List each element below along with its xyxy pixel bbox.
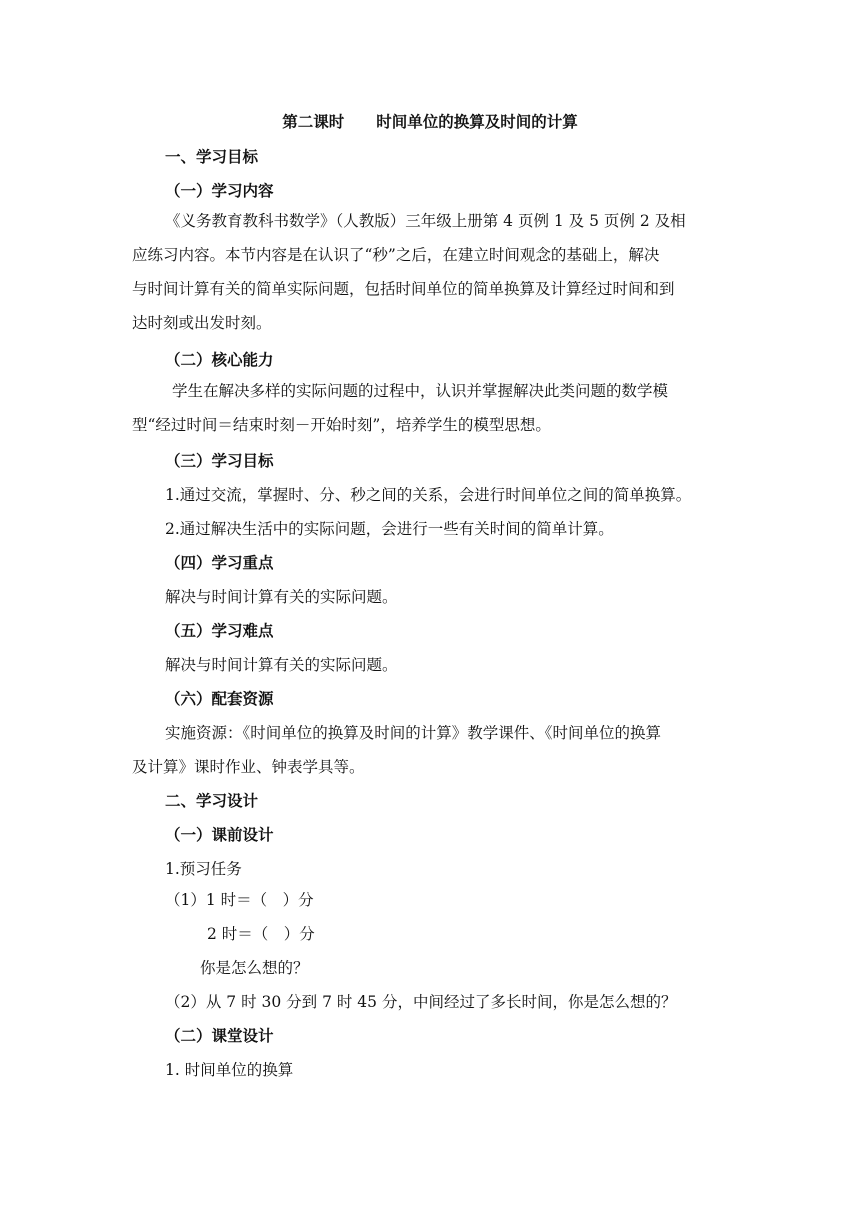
resources-heading: （六）配套资源 bbox=[165, 689, 274, 708]
paragraph-line: 《义务教育教科书数学》（人教版）三年级上册第 4 页例 1 及 5 页例 2 及相 bbox=[165, 212, 686, 230]
pre-class-heading: （一）课前设计 bbox=[165, 825, 274, 844]
paragraph-line: 与时间计算有关的简单实际问题，包括时间单位的简单换算及计算经过时间和到 bbox=[132, 280, 675, 298]
title-lesson-number: 第二课时 bbox=[282, 112, 345, 131]
section-1-heading: 一、学习目标 bbox=[165, 147, 259, 166]
paragraph-line: 型“经过时间＝结束时刻－开始时刻”，培养学生的模型思想。 bbox=[132, 416, 551, 434]
learning-goals-heading: （三）学习目标 bbox=[165, 451, 274, 470]
question-1-part-2: 2 时＝（ ）分 bbox=[207, 925, 315, 943]
goal-item: 1.通过交流，掌握时、分、秒之间的关系，会进行时间单位之间的简单换算。 bbox=[165, 486, 692, 504]
in-class-heading: （二）课堂设计 bbox=[165, 1026, 274, 1045]
question-1-prompt: 你是怎么想的？ bbox=[200, 959, 309, 977]
paragraph-line: 应练习内容。本节内容是在认识了“秒”之后，在建立时间观念的基础上，解决 bbox=[132, 246, 660, 264]
paragraph-line: 达时刻或出发时刻。 bbox=[132, 314, 272, 332]
difficult-points-heading: （五）学习难点 bbox=[165, 621, 274, 640]
core-ability-paragraph bbox=[132, 374, 732, 442]
title-lesson-topic: 时间单位的换算及时间的计算 bbox=[376, 112, 578, 131]
core-ability-heading: （二）核心能力 bbox=[165, 350, 274, 369]
difficult-points-text: 解决与时间计算有关的实际问题。 bbox=[165, 656, 398, 674]
paragraph-line: 学生在解决多样的实际问题的过程中，认识并掌握解决此类问题的数学模 bbox=[172, 382, 669, 400]
preview-task-title: 1.预习任务 bbox=[165, 860, 242, 878]
resources-line: 实施资源：《时间单位的换算及时间的计算》教学课件、《时间单位的换算 bbox=[165, 724, 662, 742]
learning-content-paragraph bbox=[132, 204, 730, 340]
resources-line: 及计算》课时作业、钟表学具等。 bbox=[132, 758, 365, 776]
page-title bbox=[0, 112, 860, 132]
question-1: （1）1 时＝（ ）分 bbox=[165, 891, 314, 909]
goal-item: 2.通过解决生活中的实际问题，会进行一些有关时间的简单计算。 bbox=[165, 520, 614, 538]
learning-content-heading: （一）学习内容 bbox=[165, 181, 274, 200]
key-points-heading: （四）学习重点 bbox=[165, 553, 274, 572]
question-2: （2）从 7 时 30 分到 7 时 45 分，中间经过了多长时间，你是怎么想的？ bbox=[165, 993, 677, 1011]
in-class-item-1: 1. 时间单位的换算 bbox=[165, 1061, 294, 1079]
section-2-heading: 二、学习设计 bbox=[165, 791, 259, 810]
key-points-text: 解决与时间计算有关的实际问题。 bbox=[165, 588, 398, 606]
